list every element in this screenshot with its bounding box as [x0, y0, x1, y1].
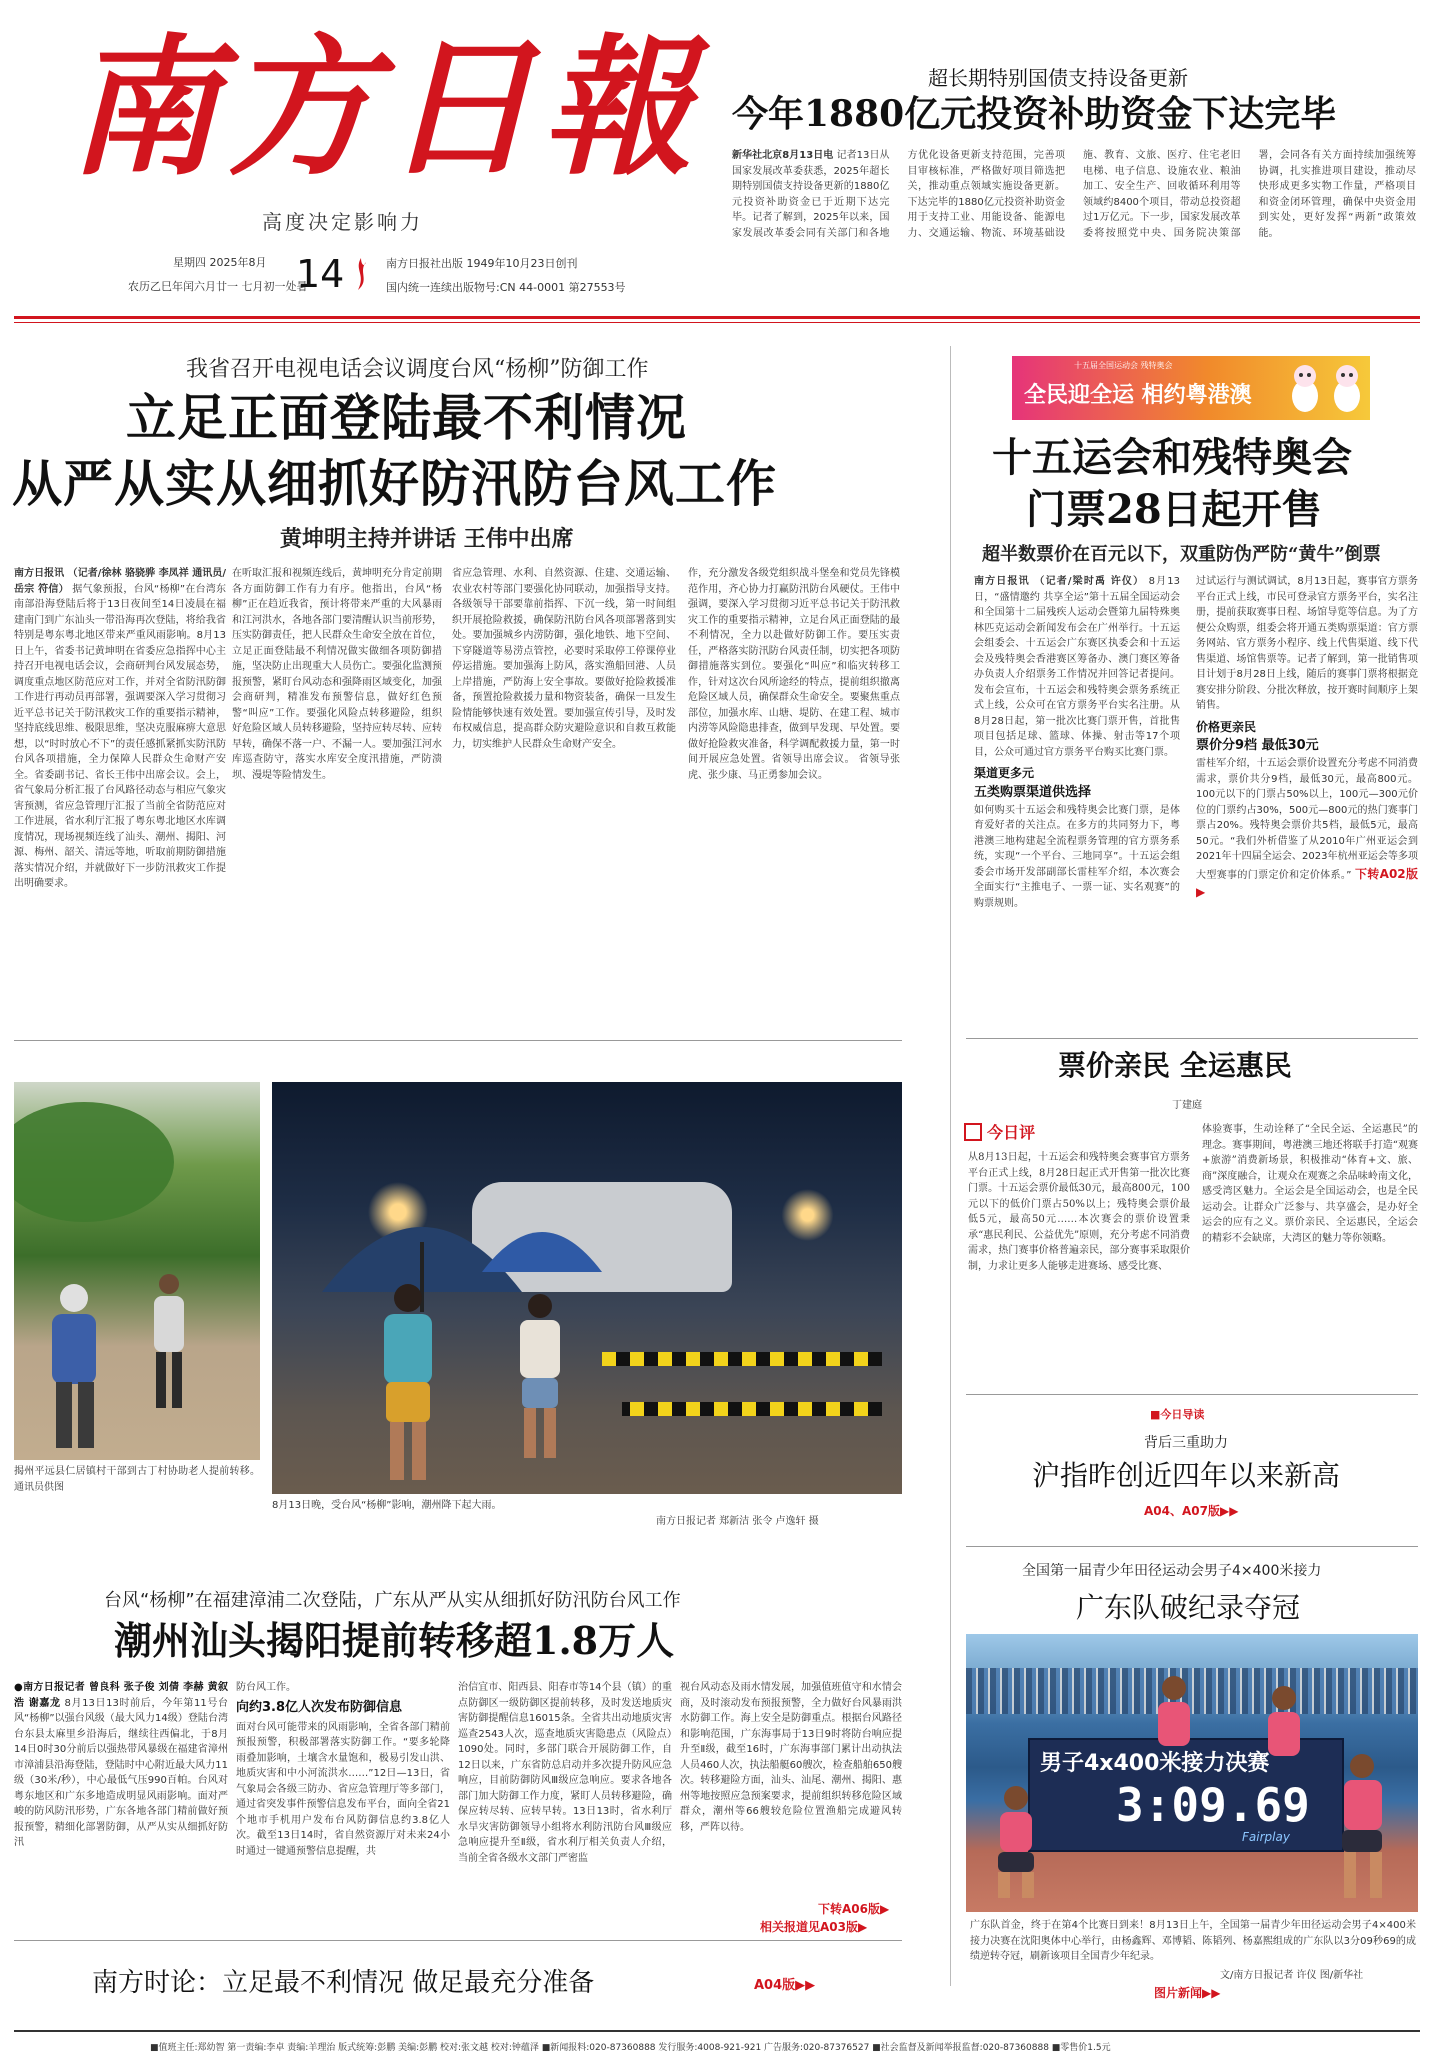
games-banner-small: 十五届全国运动会 残特奥会 [1074, 361, 1173, 370]
games-col-1 [974, 574, 1180, 1028]
relay-caption: 广东队首金，终于在第4个比赛日到来！8月13日上午，全国第一届青少年田径运动会男子4×400米接力决赛在沈阳奥体中心举行，由杨鑫辉、邓博韬、陈韬列、杨嘉熙组成的广东队以3分09秒69的成绩逆转夺冠，刷新该项目全国青少年纪录。 [970, 1920, 1416, 1962]
opinion-link[interactable]: A04版▶▶ [754, 1978, 816, 1993]
games-body-2: 如何购买十五运会和残特奥会比赛门票，是体育爱好者的关注点。在多方的共同努力下，粤港澳三地构建起全流程票务管理的官方票务系统，实现“一个平台、三地同享”。十五运会组委会市场开发部副部长雷桂军介绍，本次赛会全面实行“主推电子、一票一证、实名观赛”的购票规则。 [974, 804, 1180, 909]
main-story-kicker: 我省召开电视电话会议调度台风“杨柳”防御工作 [186, 357, 649, 382]
games-body-1: 8月13日，“盛情邀约 共享全运”第十五届全国运动会和全国第十二届残疾人运动会暨第九届特殊奥林匹克运动会新闻发布会在广州举行。十五运会组委会、十五运会广东赛区执委会和十五运会及残特奥会香港赛区筹备办、澳门赛区筹备办负责人介绍票务工作情况并回答记者提问。发布会宣布，十五运会和残特奥会票务系统正式上线，公众可在官方票务平台实名注册。从8月28日起，第一批次比赛门票开售，首批售项目包括足球、篮球、体操、射击等17个项目，公众可通过官方票务平台购买比赛门票。 [974, 576, 1180, 758]
games-byline: 南方日报讯 （记者/梁时禹 许仪） [974, 576, 1145, 587]
games-price-label: 价格更亲民 [1196, 719, 1257, 734]
bottom-col-2-head: 防台风工作。 [236, 1682, 296, 1693]
mascot-icon [1290, 362, 1320, 414]
photo-rule [14, 1040, 902, 1041]
bottom-story-headline[interactable]: 潮州汕头揭阳提前转移超1.8万人 [114, 1618, 675, 1663]
games-more-link[interactable]: 下转A02版▶ [1196, 866, 1418, 900]
publisher-info: 南方日报社出版 1949年10月23日创刊 [386, 257, 578, 270]
flame-logo-icon [352, 256, 370, 292]
commentary-right: 体验赛事，生动诠释了“全民全运、全运惠民”的理念。赛事期间，粤港澳三地还将联手打造“观赛+旅游”消费新场景，积极推动“体育+文、旅、商”深度融合，让观众在观赛之余品味岭南文化，感受湾区魅力。全运会是全国运动会，也是全民运动会。让群众广泛参与、共享盛会，是办好全运会的应有之义。票价亲民、全运惠民，全运会的精彩不会缺席，大湾区的魅力等你领略。 [1202, 1124, 1418, 1244]
games-banner[interactable] [1012, 356, 1370, 420]
relay-credit: 文/南方日报记者 许仪 图/新华社 [1220, 1970, 1364, 1981]
top-story-text: 记者13日从国家发展改革委获悉，2025年超长期特别国债支持设备更新的1880亿元投资补助资金已于近期下达完毕。记者了解到，2025年以来，国家发展改革委会同有关部门和各地方优化设备更新支持范围，完善项目审核标准，严格做好项目筛选把关，推动重点领域实施设备更新。下达完毕的1880亿元投资补助资金用于支持工业、用能设备、能源电力、交通运输、物流、环境基础设施、教育、文旅、医疗、住宅老旧电梯、电子信息、设施农业、粮油加工、安全生产、回收循环利用等领域约8400个项目，带动总投资超过1万亿元。下一步，国家发展改革委将按照党中央、国务院决策部署，会同各有关方面持续加强统筹协调，扎实推进项目建设，推动尽快形成更多实物工作量，严格项目和资金闭环管理，确保中央资金用到实处，更好发挥“两新”政策效能。 [732, 150, 1416, 239]
bottom-col-2-sub: 向约3.8亿人次发布防御信息 [236, 1699, 403, 1715]
main-story-col-4-text: 作，充分激发各级党组织战斗堡垒和党员先锋模范作用，齐心协力打赢防汛防台风硬仗。王伟中强调，要深入学习贯彻习近平总书记关于防汛救灾工作的重要指示精神，立足台风正面登陆的最不利情况，全力以赴做好防御工作。要压实责任，严格落实防汛防台风责任制，切实把各项防御措施落实到位。要强化“叫应”和临灾转移工作，针对这次台风所途经的特点，提前组织撤离危险区域人员，确保群众生命安全。要聚焦重点部位，加强水库、山塘、堤防、在建工程、城市内涝等风险隐患排查，做到早发现、早处置。要做好抢险救灾准备，科学调配救援力量，第一时间开展应急处置。省领导出席会议。 [688, 568, 900, 765]
main-story-byline: 南方日报讯 （记者/徐林 骆骁骅 李凤祥 通讯员/岳宗 符信） [14, 568, 226, 595]
relay-photo[interactable] [966, 1634, 1418, 1912]
commentary-rule [966, 1038, 1418, 1039]
commentary-tag [964, 1120, 1035, 1143]
slogan: 高度决定影响力 [262, 210, 423, 234]
mascot-icon-2 [1332, 362, 1362, 414]
lunar-date: 农历乙巳年闰六月廿一 七月初一处暑 [128, 280, 308, 293]
traffic-barrier [602, 1332, 902, 1452]
board-brand: Fairplay [1242, 1830, 1290, 1844]
guide-link[interactable]: A04、A07版▶▶ [1144, 1504, 1239, 1518]
bottom-col-3: 治信宜市、阳西县、阳春市等14个县（镇）的重点防御区一级防御区提前转移，及时发送地质灾害防御提醒信息16015条。全省共出动地质灾害巡查2543人次，巡查地质灾害隐患点（风险点）1090处。同时，多部门联合开展防御工作，自12日以来，广东省防总启动并多次提升防风应急响应，目前防御防风Ⅲ级应急响应。要求各地各部门加大防御工作力度，紧盯人员转移避险，确保应转尽转、应转早转。13日13时，省水利厅水旱灾害防御领导小组将水利防汛防台风Ⅲ级应急响应提升至Ⅱ级，省水利厅相关负责人介绍，当前全省各级水文部门严密监 [458, 1682, 672, 1864]
games-banner-text: 全民迎全运 相约粤港澳 [1024, 383, 1252, 408]
relay-rule [966, 1546, 1418, 1547]
column-divider [950, 346, 951, 1986]
newspaper-logo[interactable]: 南方日報 [68, 20, 701, 196]
main-story-byline-end: 省领导张虎、张少康、马正勇参加会议。 [688, 754, 900, 781]
games-body-4: 雷桂军介绍，十五运会票价设置充分考虑不同消费需求，票价共分9档，最低30元，最高800元。100元以下的门票占50%以上，100元—300元价位的门票约占30%，500元—800元的热门赛事门票占20%。残特奥会票价共5档，最低5元，最高50元。“我们外析借鉴了从2010年广州亚运会到2021年十四届全运会、2023年杭州亚运会等多项大型赛事的门票定价和定价体系。” [1196, 758, 1418, 881]
bottom-link-2[interactable]: 相关报道见A03版▶ [760, 1920, 868, 1934]
elder-person [38, 1282, 108, 1452]
commentary-author: 丁建庭 [1172, 1100, 1202, 1111]
masthead [0, 0, 1434, 320]
games-subhead: 超半数票价在百元以下，双重防伪严防“黄牛”倒票 [982, 544, 1381, 565]
guide-headline[interactable]: 沪指昨创近四年以来新高 [1032, 1459, 1341, 1492]
top-story-headline[interactable]: 今年1880亿元投资补助资金下达完毕 [732, 93, 1337, 135]
bottom-story-byline: ●南方日报记者 曾良科 张子俊 刘倩 李赫 黄叙浩 谢嘉龙 [14, 1682, 228, 1709]
bottom-col-4: 视台风动态及雨水情发展，加强值班值守和水情会商，及时滚动发布预报预警，全力做好台风暴雨洪水防御工作。海上安全是防御重点。根据台风路径和影响范围，广东海事局于13日9时将防台响应提升至Ⅱ级，截至16时，广东海事部门累计出动执法人员460人次，执法船艇60艘次，检查船舶650艘次。转移避险方面，汕头、汕尾、潮州、揭阳、惠州等地按照应急预案要求，提前组织转移危险区域群众，潮州等66艘较危险位置渔船完成避风转移，严阵以待。 [680, 1682, 902, 1833]
left-photo[interactable] [14, 1082, 260, 1460]
relay-link[interactable]: 图片新闻▶▶ [1154, 1986, 1221, 2000]
tree-canopy [14, 1102, 174, 1222]
left-photo-caption: 揭州平远县仁居镇村干部到古丁村协助老人提前转移。 通讯员供图 [14, 1466, 260, 1493]
bottom-col-2 [236, 1680, 450, 1932]
athlete-2 [1146, 1674, 1202, 1754]
top-story-lead: 新华社北京8月13日电 [732, 150, 834, 161]
athlete-1 [988, 1784, 1044, 1902]
main-story-col-1 [14, 566, 226, 1026]
main-story-col-2: 在听取汇报和视频连线后，黄坤明充分肯定前期各方面防御工作有力有序。他指出，台风“杨柳”正在趋近我省，预计将带来严重的大风暴雨和江河洪水，各地各部门要清醒认识当前形势，压实防御责任，把人民群众生命安全放在首位，立足正面登陆最不利情况做实做细各项防御措施，坚决防止出现重大人员伤亡。要强化监测预报预警，紧盯台风动态和强降雨区域变化，加强会商研判，精准发布预警信息，做好红色预警“叫应”工作。要强化风险点转移避险，组织好危险区域人员转移避险，坚持应转尽转、应转早转，确保不落一户、不漏一人。要加强江河水库巡查防守，落实水库安全度汛措施，严防溃坝、漫堤等险情发生。 [232, 568, 442, 781]
helper-person [144, 1272, 194, 1412]
games-channel-label: 渠道更多元 [974, 766, 1035, 780]
games-col-2 [1196, 574, 1418, 1028]
guide-rule [966, 1394, 1418, 1395]
guide-tag: ■今日导读 [1150, 1408, 1205, 1421]
bottom-col-1-text: 8月13日13时前后，今年第11号台风“杨柳”以强台风级（最大风力14级）登陆台湾台东县太麻里乡沿海后，继续往西偏北，于8月14日0时30分前后以强热带风暴级在福建省漳州市漳浦县沿海登陆，登陆时中心附近最大风力11级（30米/秒），中心最低气压990百帕。台风对粤东地区和广东多地造成明显风雨影响。面对严峻的防风防汛形势，广东各地各部门精前做好预报预警，精细化部署防御，从严从实从细抓好防汛 [14, 1697, 228, 1848]
guide-kicker: 背后三重助力 [1144, 1435, 1228, 1451]
bottom-col-1 [14, 1680, 228, 1932]
main-story-headline-1[interactable]: 立足正面登陆最不利情况 [126, 388, 687, 447]
commentary-left: 从8月13日起，十五运会和残特奥会赛事官方票务平台正式上线，8月28日起正式开售第一批次比赛门票。十五运会票价最低30元，最高800元，100元以下的低价门票占50%以上；残特奥会票价最低5元，最高50元……本次赛会的票价设置秉承“惠民利民、公益优先”原则，充分考虑不同消费需求，热门赛事价格普遍亲民，部分赛事采取限价制，力求让更多人能够走进赛场、感受比赛、 [968, 1152, 1190, 1272]
relay-headline[interactable]: 广东队破纪录夺冠 [1076, 1591, 1301, 1624]
masthead-rule [14, 316, 1420, 319]
commentary-tag-text: 今日评 [987, 1123, 1036, 1142]
top-story-kicker: 超长期特别国债支持设备更新 [928, 66, 1188, 90]
bottom-col-2-text: 面对台风可能带来的风雨影响，全省各部门精前预报预警，积极部署落实防御工作。“要多轮降雨叠加影响，土壤含水量饱和，极易引发山洪、地质灾害和中小河流洪水……”12日—13日，省气象局会各级三防办、省应急管理厅等多部门，通过省突发事件预警信息发布平台，面向全省21个地市手机用户发布台风防御信息约3.8亿人次。截至13日14时，省自然资源厅对未来24小时通过一键通预警信息提醒，共 [236, 1721, 450, 1857]
commentary-title[interactable]: 票价亲民 全运惠民 [1058, 1049, 1292, 1082]
games-channel-sub: 五类购票渠道供选择 [974, 784, 1092, 800]
top-story-body [732, 148, 1416, 266]
adult-walker [368, 1282, 448, 1482]
bottom-story-kicker: 台风“杨柳”在福建漳浦二次登陆，广东从严从实从细抓好防汛防台风工作 [104, 1590, 681, 1611]
issn-info: 国内统一连续出版物号:CN 44-0001 第27553号 [386, 281, 626, 294]
athlete-4 [1332, 1752, 1394, 1902]
main-story-col-4 [688, 566, 900, 1026]
opinion-rule [14, 1940, 902, 1941]
main-story-col-1-text: 据气象预报，台风“杨柳”在台湾东南部沿海登陆后将于13日夜间至14日凌晨在福建南门到广东汕头一带沿海再次登陆，将给我省特别是粤东粤北地区带来严重风雨影响。8月13日上午，省委书记黄坤明在省委应急指挥中心主持召开电视电话会议，会商研判台风发展态势，调度重点地区防范应对工作，并对全省防汛防御工作进行再动员再部署，强调要深入学习贯彻习近平总书记关于防汛救灾工作的重要指示精神，坚持底线思维、极限思维，坚决克服麻痹大意思想，以“时时放心不下”的责任感抓紧抓实防汛防台风各项措施，全力保障人民群众生命财产安全。省委副书记、省长王伟中出席会议。会上，省气象局分析汇报了台风路径动态与相应气象灾害预测，省应急管理厅汇报了当前全省防范应对工作进展，省水利厅汇报了粤东粤北地区水库调度情况，现场视频连线了汕头、潮州、揭阳、河源、梅州、韶关、清远等地，听取前期防御措施落实情况介绍，并就做好下一步防汛救灾工作提出明确要求。 [14, 583, 226, 889]
footer-text: ■值班主任:郑幼智 第一责编:李卓 责编:羊理治 版式统筹:彭鹏 美编:彭鹏 校对:张文越 校对:钟蕴泽 ■新闻报料:020-87360888 发行服务:4008-921-921 广告服务:020-87376527 ■社会监督及新闻举报监督:020-87360888 ■零售价1.5元 [150, 2043, 1111, 2053]
board-title: 男子4x400米接力决赛 [1040, 1751, 1270, 1776]
games-body-3: 过试运行与测试调试，8月13日起，赛事官方票务平台正式上线，市民可登录官方票务平台，实名注册，提前获取赛事日程、场馆导览等信息。为了方便公众购票，组委会将开通五类购票渠道：官方票务网站、官方票务小程序、线上代售渠道、线下代售渠道、场馆售票等。记者了解到，第一批销售项目计划于8月28日上线，随后的赛事门票将根据竞赛安排分阶段、分批次释放，按开赛时间顺序上架销售。 [1196, 576, 1418, 711]
relay-kicker: 全国第一届青少年田径运动会男子4×400米接力 [1022, 1563, 1322, 1579]
bottom-link-1[interactable]: 下转A06版▶ [818, 1902, 890, 1916]
masthead-rule-thin [14, 322, 1420, 323]
games-price-sub: 票价分9档 最低30元 [1196, 738, 1319, 754]
board-time: 3:09.69 [1116, 1778, 1310, 1832]
right-photo[interactable] [272, 1082, 902, 1494]
games-headline-2[interactable]: 门票28日起开售 [1026, 486, 1322, 533]
athlete-3 [1256, 1684, 1312, 1764]
opinion-text[interactable]: 南方时论：立足最不利情况 做足最充分准备 [92, 1968, 595, 1998]
weekday-date: 星期四 2025年8月 [173, 256, 267, 269]
umbrella-icon-2 [482, 1212, 602, 1292]
child-walker [508, 1292, 572, 1462]
footer-rule [14, 2030, 1420, 2032]
commentary-tag-icon [964, 1123, 982, 1141]
games-headline-1[interactable]: 十五运会和残特奥会 [992, 434, 1352, 481]
main-story-subhead: 黄坤明主持并讲话 王伟中出席 [280, 526, 574, 552]
main-story-headline-2[interactable]: 从严从实从细抓好防汛防台风工作 [12, 454, 777, 513]
photo-credit: 南方日报记者 郑新洁 张令 卢逸轩 摄 [656, 1516, 819, 1527]
right-photo-caption: 8月13日晚，受台风“杨柳”影响，潮州降下起大雨。 [272, 1500, 502, 1511]
day-number: 14 [296, 252, 345, 296]
main-story-col-3: 省应急管理、水利、自然资源、住建、交通运输、农业农村等部门要强化协同联动，加强指导支持。各级领导干部要靠前指挥、下沉一线，第一时间组织开展抢险救援，确保防汛防台风各项部署落到实处。要加强城乡内涝防御，强化地铁、地下空间、下穿隧道等易涝点管控，必要时采取停工停课停业停运措施。要加强海上防风，落实渔船回港、人员上岸措施，严防海上安全事故。要做好抢险救援准备，预置抢险救援力量和物资装备，确保一旦发生险情能够快速有效处置。要加强宣传引导，及时发布权威信息，提高群众防灾避险意识和自救互救能力，切实维护人民群众生命财产安全。 [452, 568, 676, 750]
